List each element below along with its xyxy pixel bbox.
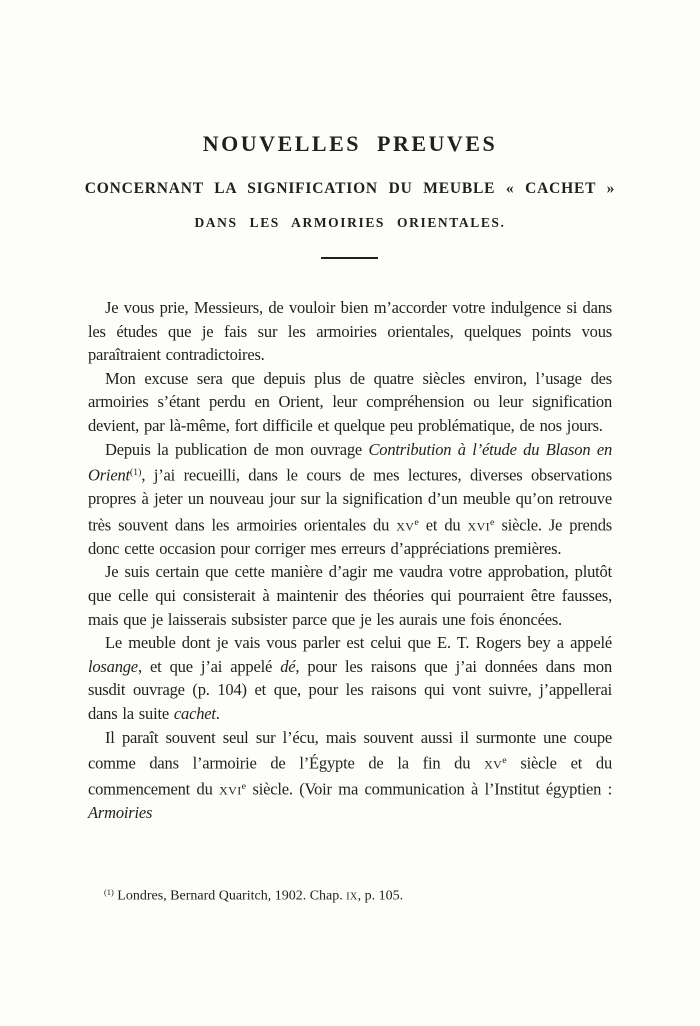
paragraph-4: Je suis certain que cette manière d’agir me vaudra votre approbation, plutôt que celle qui consisterait à maintenir des théories qui pourraient être fausses, mais que je laisserais subsister parce que je les aurais une fois énoncées. xyxy=(88,562,612,629)
paragraph-3: Depuis la publication de mon ouvrage Contribution à l’étude du Blason en Orient$^{(1)}$, j’ai recueilli, dans le cours de mes lectures, diverses observations propres à jeter un nouveau jour sur la signification d’un meuble qu’on retrouve très souvent dans les armoiries orientales du $xv^e$ et du xvi$^e$ siècle. Je prends donc cette occasion pour corriger mes erreurs d’appréciations premières. xyxy=(88,439,612,558)
document-body xyxy=(88,296,612,825)
paragraph-5: Le meuble dont je vais vous parler est celui que E. T. Rogers bey a appelé losange, et que j’ai appelé dé, pour les raisons que j’ai données dans mon susdit ouvrage (p. 104) et que, pour les raisons qui vont suivre, j’appellerai dans la suite cachet. xyxy=(88,633,612,723)
paragraph-2: Mon excuse sera que depuis plus de quatre siècles environ, l’usage des armoiries s’étant perdu en Orient, leur compréhension ou leur signification devient, par là-même, fort difficile et quelque peu problématique, de nos jours. xyxy=(88,368,612,435)
page-subtitle-secondary: DANS LES ARMOIRIES ORIENTALES. xyxy=(194,215,506,230)
title-divider-rule xyxy=(321,257,378,259)
footnote: $^{(1)}$ Londres, Bernard Quaritch, 1902. Chap. ix, p. 105. xyxy=(104,888,404,904)
paragraph-1: Je vous prie, Messieurs, de vouloir bien m’accorder votre indulgence si dans les études que je fais sur les armoiries orientales, quelques points vous paraîtraient contradictoires. xyxy=(88,298,612,365)
paragraph-6: Il paraît souvent seul sur l’écu, mais souvent aussi il surmonte une coupe comme dans l’armoirie de l’Égypte de la fin du $xv^e$ siècle et du commencement du xvi$^e$ siècle. (Voir ma communication à l’Institut égyptien : Armoiries xyxy=(88,727,612,823)
page-title: NOUVELLES PREUVES xyxy=(202,131,498,156)
page-subtitle: CONCERNANT LA SIGNIFICATION DU MEUBLE « CACHET » xyxy=(84,180,616,197)
